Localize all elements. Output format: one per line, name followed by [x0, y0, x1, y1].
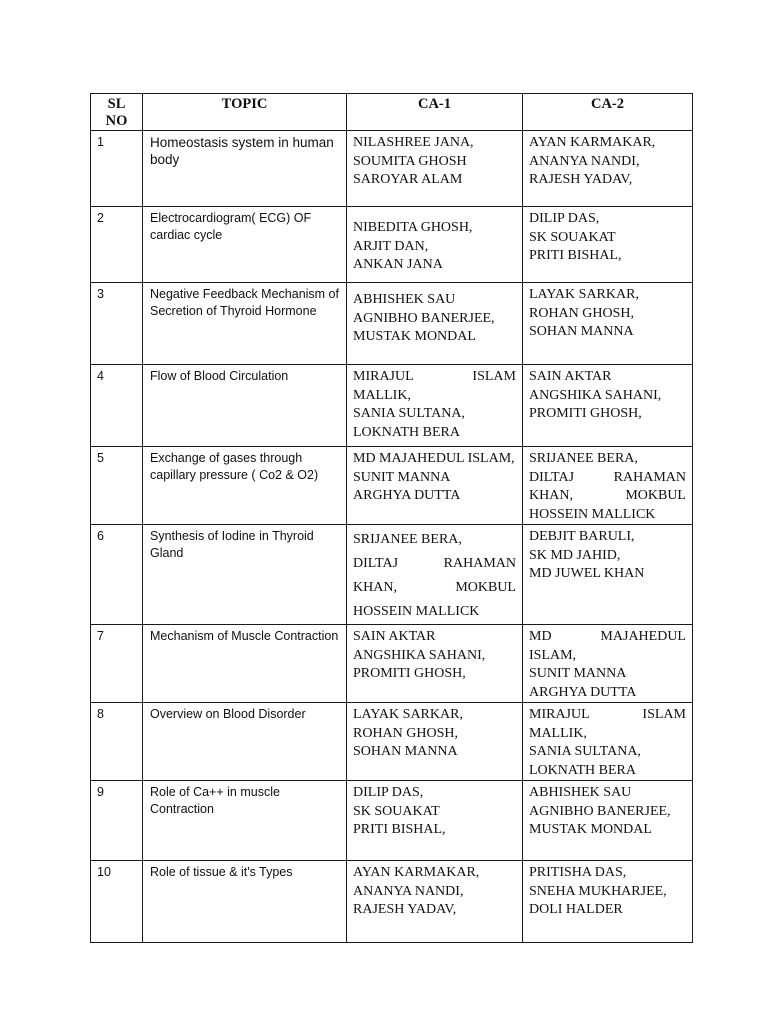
student-name: DILTAJ RAHAMAN	[529, 469, 686, 485]
student-name: HOSSEIN MALLICK	[529, 506, 656, 522]
row-topic: Role of tissue & it's Types	[143, 861, 347, 943]
row-ca1-students	[347, 861, 523, 943]
student-name: PRITI BISHAL,	[529, 248, 622, 263]
table-row	[91, 131, 693, 207]
student-name: SAIN AKTAR	[529, 369, 612, 384]
student-name: SUNIT MANNA	[353, 469, 451, 485]
row-sl-number: 8	[91, 703, 143, 781]
student-name: MD MAJAHEDUL	[529, 629, 686, 644]
row-sl-number: 9	[91, 781, 143, 861]
student-name: SAIN AKTAR	[353, 629, 436, 644]
student-name: SNEHA MUKHARJEE,	[529, 883, 667, 899]
row-sl-number: 4	[91, 365, 143, 447]
student-name: ANGSHIKA SAHANI,	[529, 387, 662, 403]
table-row	[91, 781, 693, 861]
student-name: MIRAJUL ISLAM	[353, 369, 516, 384]
student-name: MALLIK,	[353, 387, 411, 403]
row-ca1-students	[347, 447, 523, 525]
student-name: SK SOUAKAT	[353, 803, 440, 819]
row-topic: Synthesis of Iodine in Thyroid Gland	[143, 525, 347, 625]
student-name: SANIA SULTANA,	[353, 406, 465, 421]
student-name: SOHAN MANNA	[353, 744, 458, 759]
header-ca1: CA-1	[347, 94, 523, 131]
student-name: ANGSHIKA SAHANI,	[353, 647, 486, 663]
row-ca1-students	[347, 207, 523, 283]
student-name: SUNIT MANNA	[529, 666, 627, 681]
header-sl-line1: SL	[107, 96, 126, 112]
student-name: ANANYA NANDI,	[353, 883, 464, 899]
student-name: AGNIBHO BANERJEE,	[529, 803, 671, 819]
student-name: DILIP DAS,	[353, 785, 424, 800]
student-name: SAROYAR ALAM	[353, 172, 463, 187]
row-ca2-students	[523, 207, 693, 283]
student-name: ANANYA NANDI,	[529, 153, 640, 169]
student-name: DEBJIT BARULI,	[529, 529, 635, 544]
student-name: ARGHYA DUTTA	[353, 488, 461, 503]
student-name: MUSTAK MONDAL	[529, 822, 652, 837]
row-topic: Electrocardiogram( ECG) OF cardiac cycle	[143, 207, 347, 283]
student-name: NILASHREE JANA,	[353, 135, 474, 150]
header-sl-line2: NO	[105, 113, 128, 129]
student-name: ANKAN JANA	[353, 257, 443, 272]
student-name: KHAN, MOKBUL	[529, 488, 686, 503]
student-name: KHAN, MOKBUL	[353, 580, 516, 595]
row-topic: Role of Ca++ in muscle Contraction	[143, 781, 347, 861]
student-name: LAYAK SARKAR,	[353, 707, 463, 722]
row-ca1-students	[347, 283, 523, 365]
table-row	[91, 625, 693, 703]
student-name: ISLAM,	[529, 647, 577, 663]
student-name: MUSTAK MONDAL	[353, 329, 476, 344]
table-row	[91, 207, 693, 283]
row-ca2-students	[523, 703, 693, 781]
row-ca2-students	[523, 283, 693, 365]
table-row	[91, 861, 693, 943]
row-topic: Negative Feedback Mechanism of Secretion of Thyroid Hormone	[143, 283, 347, 365]
student-name: MALLIK,	[529, 725, 587, 741]
row-ca2-students	[523, 365, 693, 447]
row-sl-number: 3	[91, 283, 143, 365]
row-ca2-students	[523, 625, 693, 703]
student-name: SOUMITA GHOSH	[353, 153, 467, 169]
student-name: LOKNATH BERA	[353, 424, 460, 440]
table-row	[91, 525, 693, 625]
student-name: SK SOUAKAT	[529, 229, 616, 245]
header-row	[91, 94, 693, 131]
header-ca2: CA-2	[523, 94, 693, 131]
student-name: ARGHYA DUTTA	[529, 684, 637, 700]
row-topic: Overview on Blood Disorder	[143, 703, 347, 781]
row-ca1-students	[347, 781, 523, 861]
row-sl-number: 7	[91, 625, 143, 703]
row-ca1-students	[347, 525, 523, 625]
student-name: MIRAJUL ISLAM	[529, 707, 686, 722]
row-topic: Exchange of gases through capillary pressure ( Co2 & O2)	[143, 447, 347, 525]
row-topic: Homeostasis system in human body	[143, 131, 347, 207]
student-name: ABHISHEK SAU	[353, 292, 456, 307]
row-ca1-students	[347, 365, 523, 447]
row-ca1-students	[347, 703, 523, 781]
student-name: ARJIT DAN,	[353, 238, 429, 254]
student-name: PROMITI GHOSH,	[353, 666, 466, 681]
table-row	[91, 447, 693, 525]
row-ca2-students	[523, 861, 693, 943]
row-ca2-students	[523, 131, 693, 207]
assignment-table	[90, 93, 693, 943]
student-name: SANIA SULTANA,	[529, 744, 641, 759]
row-ca2-students	[523, 781, 693, 861]
row-ca1-students	[347, 625, 523, 703]
header-sl-no	[91, 94, 143, 131]
row-ca2-students	[523, 447, 693, 525]
student-name: DILTAJ RAHAMAN	[353, 556, 516, 571]
student-name: AGNIBHO BANERJEE,	[353, 310, 495, 326]
table-row	[91, 283, 693, 365]
row-sl-number: 10	[91, 861, 143, 943]
row-ca1-students	[347, 131, 523, 207]
student-name: SK MD JAHID,	[529, 547, 621, 563]
student-name: HOSSEIN MALLICK	[353, 604, 480, 619]
table-row	[91, 703, 693, 781]
student-name: ABHISHEK SAU	[529, 785, 632, 800]
student-name: MD JUWEL KHAN	[529, 566, 645, 581]
row-sl-number: 1	[91, 131, 143, 207]
student-name: SRIJANEE BERA,	[529, 451, 638, 466]
table-row	[91, 365, 693, 447]
student-name: RAJESH YADAV,	[529, 172, 633, 187]
student-name: ROHAN GHOSH,	[353, 725, 459, 741]
student-name: DOLI HALDER	[529, 902, 623, 917]
header-topic: TOPIC	[143, 94, 347, 131]
student-name: LAYAK SARKAR,	[529, 287, 639, 302]
row-topic: Mechanism of Muscle Contraction	[143, 625, 347, 703]
student-name: ROHAN GHOSH,	[529, 305, 635, 321]
student-name: AYAN KARMAKAR,	[529, 135, 656, 150]
student-name: NIBEDITA GHOSH,	[353, 220, 473, 235]
student-name: LOKNATH BERA	[529, 762, 636, 778]
row-sl-number: 2	[91, 207, 143, 283]
row-ca2-students	[523, 525, 693, 625]
row-topic: Flow of Blood Circulation	[143, 365, 347, 447]
student-name: AYAN KARMAKAR,	[353, 865, 480, 880]
student-name: SOHAN MANNA	[529, 324, 634, 339]
student-name: RAJESH YADAV,	[353, 902, 457, 917]
student-name: PROMITI GHOSH,	[529, 406, 642, 421]
student-name: PRITISHA DAS,	[529, 865, 627, 880]
student-name: PRITI BISHAL,	[353, 822, 446, 837]
row-sl-number: 6	[91, 525, 143, 625]
row-sl-number: 5	[91, 447, 143, 525]
student-name: MD MAJAHEDUL ISLAM,	[353, 451, 515, 466]
student-name: SRIJANEE BERA,	[353, 532, 462, 547]
student-name: DILIP DAS,	[529, 211, 600, 226]
